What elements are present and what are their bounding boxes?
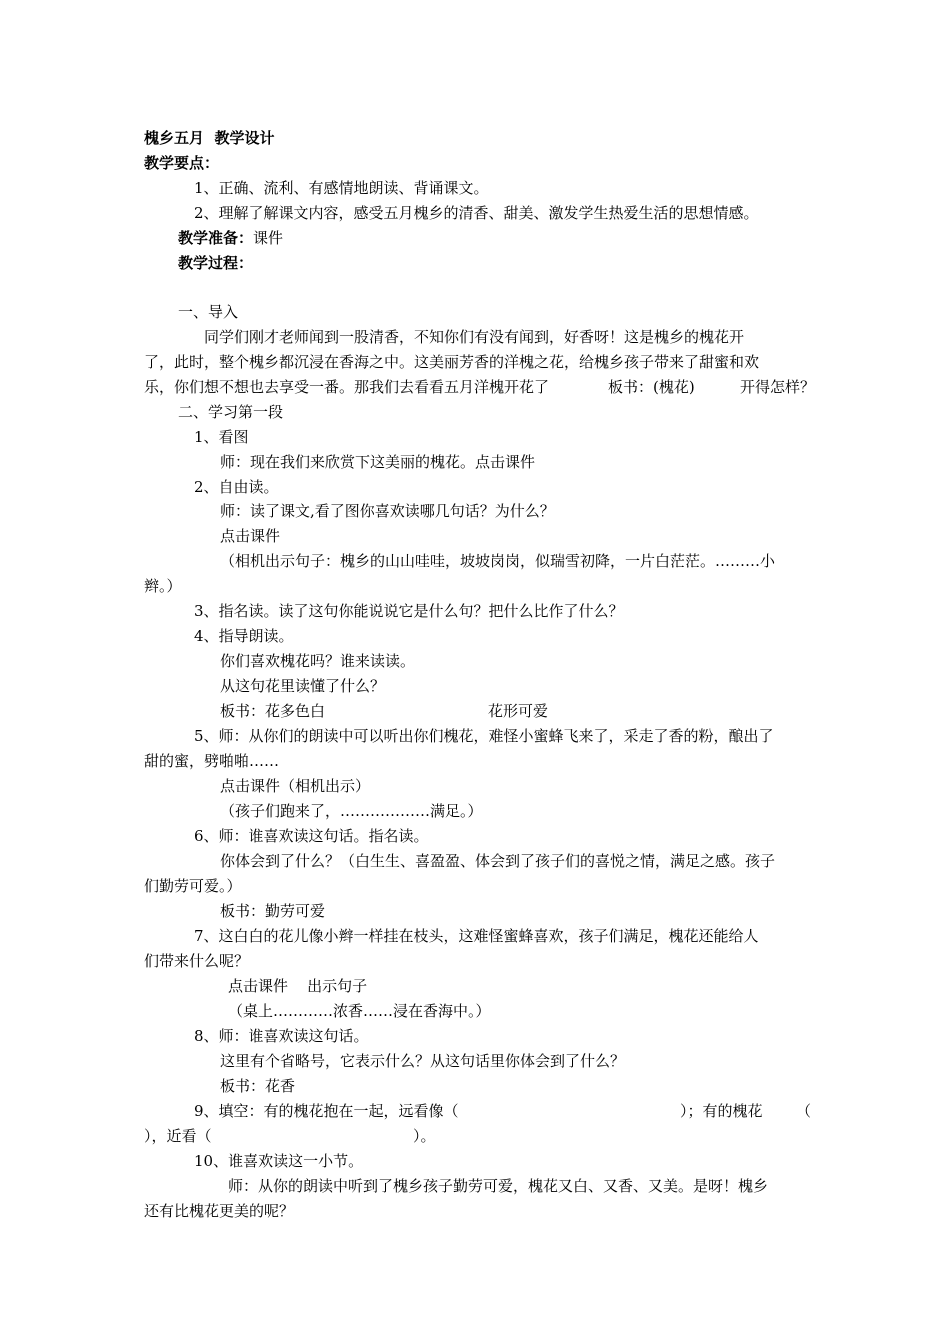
board-note-shape: 花形可爱 <box>488 702 549 720</box>
item-2-sentence-1: （相机出示句子：槐乡的山山哇哇，坡坡岗岗，似瑞雪初降，一片白茫茫。………小 <box>220 552 776 570</box>
intro-line-3-end: 开得怎样？ <box>740 378 816 396</box>
item-7-sentence: （桌上…………浓香……浸在香海中。） <box>228 1002 491 1020</box>
item-7-line-1: 7、这白白的花儿像小辫一样挂在枝头，这难怪蜜蜂喜欢，孩子们满足，槐花还能给人 <box>194 927 759 945</box>
item-9-fill-d: ），近看（ <box>144 1127 212 1145</box>
item-9-fill-e: ）。 <box>413 1127 436 1145</box>
board-note-diligent: 板书：勤劳可爱 <box>220 902 326 920</box>
item-8-text: 这里有个省略号，它表示什么？从这句话里你体会到了什么？ <box>220 1052 626 1070</box>
item-1: 1、看图 <box>194 428 249 446</box>
item-5-line-1: 5、师：从你们的朗读中可以听出你们槐花，难怪小蜜蜂飞来了，采走了香的粉，酿出了 <box>194 727 774 745</box>
item-10-text-1: 师：从你的朗读中听到了槐乡孩子勤劳可爱，槐花又白、又香、又美。是呀！槐乡 <box>228 1177 769 1195</box>
item-6-text-1: 你体会到了什么？（白生生、喜盈盈、体会到了孩子们的喜悦之情，满足之感。孩子 <box>220 852 776 870</box>
item-2: 2、自由读。 <box>194 478 279 496</box>
preparation-label: 教学准备： <box>178 229 254 247</box>
section-2-heading: 二、学习第一段 <box>178 403 284 421</box>
item-8: 8、师：谁喜欢读这句话。 <box>194 1027 369 1045</box>
item-7-line-2: 们带来什么呢？ <box>144 952 250 970</box>
item-2-sentence-2: 辫。） <box>144 577 182 595</box>
item-9-fill-b: ）；有的槐花 <box>680 1102 763 1120</box>
key-points-heading: 教学要点： <box>144 154 220 172</box>
item-10: 10、谁喜欢读这一小节。 <box>194 1152 364 1170</box>
key-point-1: 1、正确、流利、有感情地朗读、背诵课文。 <box>194 179 489 197</box>
item-5-line-2: 甜的蜜，劈啪啪…… <box>144 752 280 770</box>
section-1-heading: 一、导入 <box>178 303 239 321</box>
item-2-click: 点击课件 <box>220 527 281 545</box>
item-1-text: 师：现在我们来欣赏下这美丽的槐花。点击课件 <box>220 453 536 471</box>
preparation-line <box>178 228 283 248</box>
preparation-value: 课件 <box>253 229 284 247</box>
intro-line-1: 同学们刚才老师闻到一股清香，不知你们有没有闻到，好香呀！这是槐乡的槐花开 <box>204 328 745 346</box>
process-heading: 教学过程： <box>178 254 254 272</box>
item-9-fill-c: （ <box>796 1102 812 1120</box>
board-note-fragrance: 板书：花香 <box>220 1077 296 1095</box>
item-3: 3、指名读。读了这句你能说说它是什么句？把什么比作了什么？ <box>194 602 624 620</box>
board-note-flowers: 板书：花多色白 <box>220 702 326 720</box>
item-6-text-2: 们勤劳可爱。） <box>144 877 242 895</box>
board-note-huaihua: 板书：(槐花) <box>608 378 695 396</box>
item-6: 6、师：谁喜欢读这句话。指名读。 <box>194 827 429 845</box>
key-point-2: 2、理解了解课文内容，感受五月槐乡的清香、甜美、激发学生热爱生活的思想情感。 <box>194 204 759 222</box>
intro-line-2: 了，此时，整个槐乡都沉浸在香海之中。这美丽芳香的洋槐之花，给槐乡孩子带来了甜蜜和欢 <box>144 353 760 371</box>
item-9-fill: 9、填空：有的槐花抱在一起，远看像（ <box>194 1102 459 1120</box>
item-5-click: 点击课件（相机出示） <box>220 777 371 795</box>
item-4: 4、指导朗读。 <box>194 627 294 645</box>
item-4-text-a: 你们喜欢槐花吗？谁来读读。 <box>220 652 416 670</box>
item-2-text: 师：读了课文,看了图你喜欢读哪几句话？为什么？ <box>220 502 555 520</box>
item-7-click: 点击课件 出示句子 <box>228 977 368 995</box>
document-title: 槐乡五月 教学设计 <box>144 129 275 147</box>
item-4-text-b: 从这句花里读懂了什么？ <box>220 677 386 695</box>
item-10-text-2: 还有比槐花更美的呢？ <box>144 1202 295 1220</box>
intro-line-3: 乐，你们想不想也去享受一番。那我们去看看五月洋槐开花了 <box>144 378 550 396</box>
item-5-sentence: （孩子们跑来了，………………满足。） <box>220 802 483 820</box>
